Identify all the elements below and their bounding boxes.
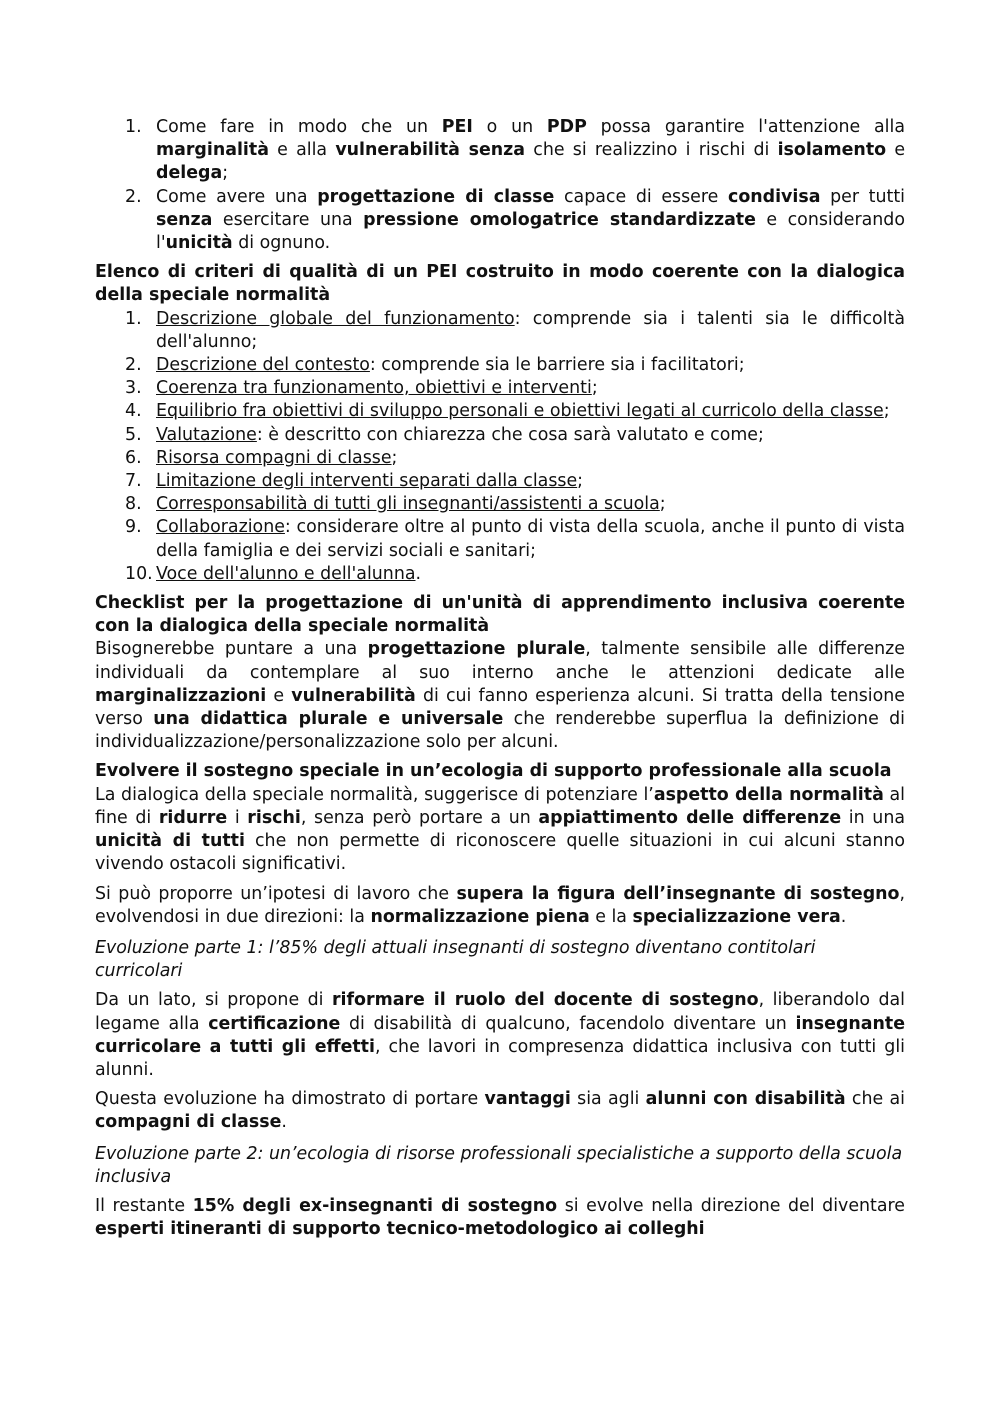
bold-text: rischi <box>247 807 301 828</box>
text-run: o un <box>472 117 547 137</box>
text-run: e la <box>589 906 633 927</box>
list-item <box>95 563 905 586</box>
underlined-text: Valutazione <box>156 424 257 445</box>
text-run: che ai <box>845 1089 905 1110</box>
underlined-text: Descrizione del contesto <box>156 355 370 376</box>
underlined-text: Equilibrio fra obiettivi di sviluppo personali e obiettivi legati al curricolo della classe <box>156 401 884 422</box>
heading-criteria: Elenco di criteri di qualità di un PEI costruito in modo coerente con la dialogica della speciale normalità <box>95 262 905 306</box>
bold-text: marginalità <box>156 140 269 161</box>
list-number: 7. <box>125 471 142 492</box>
list-number: 8. <box>125 494 142 515</box>
paragraph-hypothesis <box>95 883 905 929</box>
underlined-text: Corresponsabilità di tutti gli insegnanti/assistenti a scuola <box>156 494 660 515</box>
subheading-part1 <box>95 937 905 983</box>
text-run: ; <box>883 401 890 422</box>
text-run: Il restante <box>95 1195 193 1216</box>
bold-text: 15% degli ex-insegnanti di sostegno <box>192 1195 558 1216</box>
text-run: sia agli <box>570 1089 646 1110</box>
text-run: capace di essere <box>554 186 729 207</box>
list-item <box>95 470 905 493</box>
text-run: si evolve nella direzione del diventare <box>557 1195 905 1216</box>
bold-text: certificazione <box>208 1013 341 1034</box>
list-number: 9. <box>125 517 142 538</box>
list-number: 2. <box>125 355 142 376</box>
text-run: e considerando l' <box>156 209 905 254</box>
text-run: ; <box>391 447 398 468</box>
bold-text: progettazione plurale <box>367 639 586 660</box>
text-run: ; <box>222 163 229 184</box>
text-run: ; <box>659 494 666 515</box>
text-run: i <box>227 807 248 828</box>
bold-text: supera la figura dell’insegnante di sostegno <box>456 883 900 904</box>
text-run: , evolvendosi in due direzioni: la <box>95 883 905 927</box>
text-run: di disabilità di qualcuno, facendolo diventare un <box>340 1013 796 1034</box>
text-run: : è descritto con chiarezza che cosa sarà valutato e come; <box>256 424 764 445</box>
list-number: 3. <box>125 378 142 399</box>
text-run: possa garantire l'attenzione alla <box>586 117 905 137</box>
bold-text: PEI <box>441 117 473 137</box>
bold-text: PDP <box>546 117 587 137</box>
list-number: 4. <box>125 401 142 422</box>
bold-text: aspetto della normalità <box>653 784 884 805</box>
text-run: e <box>266 685 292 706</box>
document-page <box>95 116 905 1241</box>
list-item <box>95 493 905 516</box>
text-run: . <box>415 563 422 584</box>
bold-text: senza <box>156 209 213 230</box>
underlined-text: Coerenza tra funzionamento, obiettivi e interventi <box>156 378 592 399</box>
bold-text: insegnante curricolare a tutti gli effetti <box>95 1013 906 1057</box>
text-run: . <box>840 906 847 927</box>
subheading-part1-text: Evoluzione parte 1: l’85% degli attuali insegnanti di sostegno diventano contitolari curricolari <box>95 937 816 982</box>
bold-text: delega <box>156 163 223 184</box>
text-run: , che lavori in compresenza didattica inclusiva con tutti gli alunni. <box>95 1036 905 1080</box>
bold-text: riformare il ruolo del docente di sostegno <box>331 990 759 1011</box>
list-item <box>95 377 905 400</box>
text-run: , talmente sensibile alle differenze individuali da contemplare al suo interno anche le attenzioni dedicate alle <box>95 639 905 683</box>
list-number: 5. <box>125 424 142 445</box>
paragraph-itinerant-experts <box>95 1195 905 1241</box>
bold-text: esperti itineranti di supporto tecnico-metodologico ai colleghi <box>95 1219 705 1240</box>
list-number: 2. <box>125 186 142 207</box>
paragraph-normality <box>95 784 905 877</box>
bold-text: isolamento <box>777 140 887 161</box>
list-number: 6. <box>125 447 142 468</box>
underlined-text: Risorsa compagni di classe <box>156 447 392 468</box>
bold-text: marginalizzazioni <box>95 685 267 706</box>
bold-text: unicità <box>165 233 233 254</box>
bold-text: una didattica plurale e universale <box>153 709 504 730</box>
text-run: di ognuno. <box>232 233 331 254</box>
text-run: Come fare in modo che un <box>156 117 442 137</box>
text-run: di cui fanno esperienza alcuni. Si tratta della tensione verso <box>95 685 905 730</box>
text-run: esercitare una <box>212 209 364 230</box>
text-run: in una <box>841 807 905 828</box>
paragraph-advantages <box>95 1088 905 1134</box>
text-run: Come avere una <box>156 186 318 207</box>
list-number: 1. <box>125 308 142 329</box>
list-item <box>95 400 905 423</box>
bold-text: alunni con disabilità <box>645 1089 846 1110</box>
bold-text: appiattimento delle differenze <box>538 807 842 828</box>
text-run: Si può proporre un’ipotesi di lavoro che <box>95 883 457 904</box>
list-item <box>95 447 905 470</box>
text-run: per tutti <box>820 186 905 207</box>
text-run: Bisognerebbe puntare a una <box>95 639 368 660</box>
list-number: 1. <box>125 117 142 137</box>
text-run: e alla <box>268 140 336 161</box>
text-run: : considerare oltre al punto di vista della scuola, anche il punto di vista della famiglia e dei servizi sociali e sanitari; <box>156 517 905 561</box>
text-run: : comprende sia le barriere sia i facilitatori; <box>369 355 745 376</box>
intro-list <box>95 116 905 255</box>
bold-text: condivisa <box>728 186 821 207</box>
criteria-list <box>95 308 905 586</box>
list-item <box>95 308 905 354</box>
text-run: al fine di <box>95 784 905 828</box>
bold-text: progettazione di classe <box>317 186 555 207</box>
bold-text: pressione omologatrice standardizzate <box>363 209 756 230</box>
list-item <box>95 424 905 447</box>
underlined-text: Collaborazione <box>156 517 285 538</box>
list-item <box>95 354 905 377</box>
text-run: , senza però portare a un <box>300 807 539 828</box>
bold-text: ridurre <box>158 807 228 828</box>
text-run: . <box>281 1112 287 1133</box>
subheading-part2-text: Evoluzione parte 2: un’ecologia di risorse professionali specialistiche a supporto della scuola inclusiva <box>95 1143 903 1187</box>
text-run: La dialogica della speciale normalità, suggerisce di potenziare l’ <box>95 784 654 805</box>
bold-text: vulnerabilità senza <box>335 140 526 161</box>
list-number: 10. <box>125 563 153 584</box>
text-run: , liberandolo dal legame alla <box>95 990 905 1034</box>
list-item <box>95 516 905 562</box>
underlined-text: Voce dell'alunno e dell'alunna <box>156 563 416 584</box>
underlined-text: Limitazione degli interventi separati dalla classe <box>156 471 578 492</box>
text-run: ; <box>577 471 584 492</box>
subheading-part2 <box>95 1143 905 1189</box>
bold-text: normalizzazione piena <box>370 906 590 927</box>
heading-evolve-support: Evolvere il sostegno speciale in un’ecologia di supporto professionale alla scuola <box>95 761 892 782</box>
text-run: : comprende sia i talenti sia le difficoltà dell'alunno; <box>156 308 905 352</box>
paragraph-plural-design <box>95 638 905 754</box>
paragraph-reform <box>95 989 905 1082</box>
text-run: che si realizzino i rischi di <box>525 140 778 161</box>
heading-checklist: Checklist per la progettazione di un'unità di apprendimento inclusiva coerente con la dialogica della speciale normalità <box>95 593 905 637</box>
text-run: ; <box>591 378 598 399</box>
text-run: che renderebbe superflua la definizione di individualizzazione/personalizzazione solo per alcuni. <box>95 709 905 753</box>
text-run: e <box>886 140 906 161</box>
text-run: che non permette di riconoscere quelle situazioni in cui alcuni stanno vivendo ostacoli significativi. <box>95 831 906 875</box>
text-run: Da un lato, si propone di <box>95 990 332 1011</box>
text-run: Questa evoluzione ha dimostrato di portare <box>95 1089 485 1110</box>
bold-text: compagni di classe <box>95 1112 282 1133</box>
list-item <box>95 186 905 256</box>
bold-text: specializzazione vera <box>632 906 841 927</box>
underlined-text: Descrizione globale del funzionamento <box>156 308 515 329</box>
bold-text: unicità di tutti <box>95 831 245 852</box>
bold-text: vulnerabilità <box>291 685 416 706</box>
list-item <box>95 116 905 186</box>
bold-text: vantaggi <box>484 1089 571 1110</box>
